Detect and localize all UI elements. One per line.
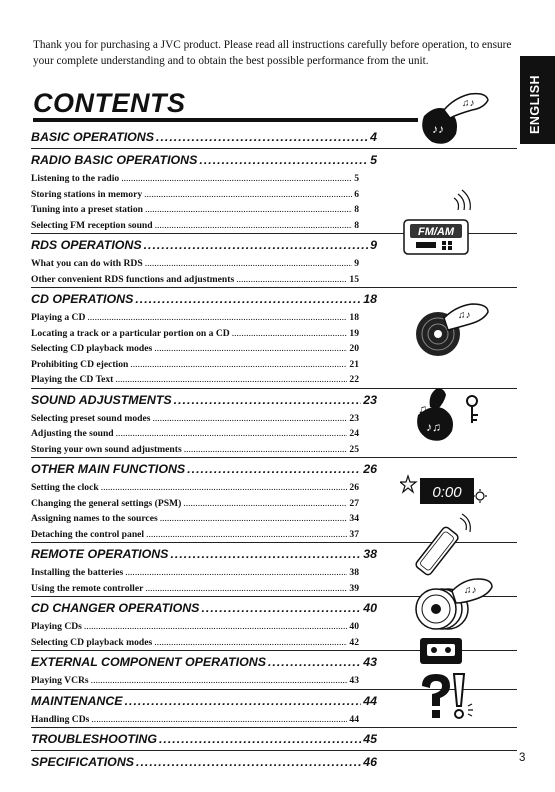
toc-item[interactable]: [31, 565, 359, 581]
clock-display-icon: [400, 472, 490, 512]
leader-dots: [145, 256, 353, 272]
toc-item-page: 22: [349, 374, 359, 385]
leader-dots: [145, 202, 352, 218]
toc-item[interactable]: [31, 581, 359, 597]
section-heading[interactable]: [31, 751, 377, 773]
leader-dots: [101, 480, 348, 496]
cd-changer-icon: [414, 575, 498, 633]
toc-item-page: 26: [349, 482, 359, 493]
toc-item-label: Selecting FM reception sound: [31, 219, 153, 231]
section-heading[interactable]: [31, 389, 377, 411]
fm-am-radio-icon: [400, 180, 480, 262]
section-page: 18: [363, 292, 377, 306]
leader-dots: [144, 187, 352, 203]
toc-item-label: Assigning names to the sources: [31, 513, 158, 524]
section-title: SOUND ADJUSTMENTS: [31, 392, 172, 407]
toc-item-label: Playing a CD: [31, 312, 86, 323]
toc-item[interactable]: [31, 619, 359, 635]
toc-item-page: 18: [349, 312, 359, 323]
leader-dots: [184, 442, 348, 458]
leader-dots: [170, 543, 361, 565]
section-page: 5: [370, 153, 377, 167]
leader-dots: [144, 234, 368, 256]
page-number: 3: [519, 752, 526, 764]
leader-dots: [201, 597, 361, 619]
toc-item-label: Listening to the radio: [31, 173, 120, 184]
section-heading[interactable]: [31, 149, 377, 171]
svg-text:♫♪: ♫♪: [458, 310, 471, 321]
section-heading[interactable]: [31, 651, 377, 673]
toc-item[interactable]: [31, 712, 359, 728]
toc-item-label: Selecting preset sound modes: [31, 412, 151, 424]
section-page: 4: [370, 130, 377, 144]
toc-item-page: 34: [349, 513, 359, 524]
toc-item[interactable]: [31, 426, 359, 442]
toc-item[interactable]: [31, 372, 359, 388]
cassette-icon: [418, 636, 464, 666]
clock-display-value: 0:00: [432, 484, 462, 501]
leader-dots: [154, 341, 347, 357]
section-page: 40: [363, 601, 377, 615]
toc-item[interactable]: [31, 527, 359, 543]
cd-disc-icon: [414, 300, 494, 360]
toc-item-page: 37: [349, 528, 359, 540]
section-title: SPECIFICATIONS: [31, 755, 135, 769]
toc-item[interactable]: [31, 326, 359, 342]
leader-dots: [146, 527, 347, 543]
toc-item-label: Installing the batteries: [31, 567, 124, 578]
toc-item-label: Other convenient RDS functions and adjustments: [31, 273, 235, 285]
toc-item-page: 39: [349, 582, 359, 594]
leader-dots: [183, 496, 347, 512]
leader-dots: [156, 126, 368, 148]
toc-item[interactable]: [31, 202, 359, 218]
toc-item-page: 5: [354, 173, 359, 184]
toc-item[interactable]: [31, 496, 359, 512]
leader-dots: [145, 581, 347, 597]
toc-item-label: Selecting CD playback modes: [31, 636, 153, 648]
leader-dots: [154, 635, 347, 651]
toc-item-page: 25: [349, 443, 359, 455]
toc-item-label: Tuning into a preset station: [31, 204, 143, 215]
leader-dots: [130, 357, 347, 373]
leader-dots: [268, 651, 361, 673]
toc-item-page: 20: [349, 343, 359, 354]
toc-item[interactable]: [31, 272, 359, 288]
music-bag-icon: [414, 88, 498, 150]
toc-item[interactable]: [31, 357, 359, 373]
sound-bag-key-icon: [414, 383, 494, 445]
toc-item-page: 27: [349, 497, 359, 509]
toc-item-page: 40: [349, 621, 359, 632]
section-title: REMOTE OPERATIONS: [31, 547, 169, 561]
toc-item[interactable]: [31, 511, 359, 527]
leader-dots: [135, 288, 361, 310]
leader-dots: [199, 149, 368, 171]
language-tab-label: ENGLISH: [528, 74, 542, 134]
toc-section: [31, 750, 517, 773]
section-page: 46: [363, 755, 377, 769]
leader-dots: [91, 712, 347, 728]
section-page: 43: [363, 655, 377, 669]
toc-item[interactable]: [31, 635, 359, 651]
fm-am-label: FM/AM: [417, 226, 455, 238]
leader-dots: [87, 310, 347, 326]
toc-item-label: Playing the CD Text: [31, 374, 114, 385]
leader-dots: [152, 411, 347, 427]
toc-item[interactable]: [31, 442, 359, 458]
section-page: 45: [363, 732, 377, 746]
toc-item[interactable]: [31, 341, 359, 357]
section-title: OTHER MAIN FUNCTIONS: [31, 462, 186, 476]
title-rule: [33, 118, 418, 122]
leader-dots: [155, 218, 353, 234]
leader-dots: [187, 458, 361, 480]
toc-item-page: 9: [354, 258, 359, 269]
toc-item-label: Handling CDs: [31, 713, 90, 725]
leader-dots: [91, 673, 348, 689]
section-heading[interactable]: [31, 728, 377, 750]
section-heading[interactable]: [31, 288, 377, 310]
toc-item[interactable]: [31, 411, 359, 427]
page-title: CONTENTS: [33, 88, 186, 118]
section-title: EXTERNAL COMPONENT OPERATIONS: [31, 655, 266, 669]
section-title: RADIO BASIC OPERATIONS: [31, 153, 198, 167]
toc-item-page: 15: [349, 273, 359, 285]
section-page: 44: [363, 693, 377, 708]
svg-text:♫♪: ♫♪: [462, 98, 475, 109]
toc-item-page: 19: [349, 327, 359, 339]
leader-dots: [232, 326, 348, 342]
toc-item-label: Adjusting the sound: [31, 428, 114, 439]
toc-item-page: 38: [349, 567, 359, 578]
toc-item-page: 24: [349, 428, 359, 439]
leader-dots: [125, 565, 347, 581]
section-title: MAINTENANCE: [31, 693, 123, 708]
toc-section: [31, 727, 517, 750]
section-page: 23: [363, 392, 377, 407]
toc-item[interactable]: [31, 673, 359, 689]
toc-item-label: Prohibiting CD ejection: [31, 358, 129, 370]
toc-item[interactable]: [31, 480, 359, 496]
svg-text:♫♪: ♫♪: [464, 585, 477, 596]
leader-dots: [236, 272, 347, 288]
section-heading[interactable]: [31, 597, 377, 619]
toc-item[interactable]: [31, 187, 359, 203]
section-title: TROUBLESHOOTING: [31, 732, 157, 746]
toc-item[interactable]: [31, 310, 359, 326]
toc-item-label: Detaching the control panel: [31, 528, 145, 540]
toc-item[interactable]: [31, 171, 359, 187]
section-page: 9: [370, 238, 377, 252]
leader-dots: [115, 372, 347, 388]
section-heading[interactable]: [31, 126, 377, 148]
toc-item-label: Storing stations in memory: [31, 188, 143, 200]
leader-dots: [174, 389, 362, 411]
toc-item-label: Locating a track or a particular portion on a CD: [31, 327, 230, 339]
toc-item-label: What you can do with RDS: [31, 258, 143, 269]
toc-item-label: Setting the clock: [31, 482, 99, 493]
toc-item-label: Playing VCRs: [31, 675, 89, 686]
svg-text:♫: ♫: [418, 402, 427, 416]
toc-item-page: 8: [354, 204, 359, 215]
svg-text:♪♪: ♪♪: [432, 122, 444, 136]
leader-dots: [121, 171, 352, 187]
leader-dots: [136, 751, 361, 773]
toc-item[interactable]: [31, 218, 359, 234]
toc-item-page: 44: [349, 713, 359, 725]
leader-dots: [84, 619, 348, 635]
section-title: RDS OPERATIONS: [31, 238, 142, 252]
section-title: BASIC OPERATIONS: [31, 130, 154, 144]
leader-dots: [160, 511, 348, 527]
intro-text: Thank you for purchasing a JVC product. Please read all instructions carefully before operation, to ensure your complete understanding and to obtain the best possible performance from the unit.: [33, 39, 512, 67]
toc-item-label: Playing CDs: [31, 621, 82, 632]
section-heading[interactable]: [31, 543, 377, 565]
toc-item-page: 21: [349, 358, 359, 370]
remote-controller-icon: [414, 512, 484, 576]
toc-item-page: 43: [349, 675, 359, 686]
leader-dots: [159, 728, 361, 750]
question-exclamation-icon: [414, 672, 484, 724]
toc-item[interactable]: [31, 256, 359, 272]
toc-item-label: Changing the general settings (PSM): [31, 497, 182, 509]
section-title: CD OPERATIONS: [31, 292, 134, 306]
toc-item-label: Using the remote controller: [31, 582, 144, 594]
toc-item-page: 6: [354, 188, 359, 200]
section-heading[interactable]: [31, 458, 377, 480]
toc-item-page: 8: [354, 219, 359, 231]
section-title: CD CHANGER OPERATIONS: [31, 601, 200, 615]
section-page: 38: [363, 547, 377, 561]
toc-item-label: Selecting CD playback modes: [31, 343, 153, 354]
section-heading[interactable]: [31, 234, 377, 256]
toc-item-page: 42: [349, 636, 359, 648]
language-tab: [520, 56, 555, 144]
leader-dots: [125, 690, 362, 712]
leader-dots: [116, 426, 348, 442]
section-page: 26: [363, 462, 377, 476]
toc-item-page: 23: [349, 412, 359, 424]
section-heading[interactable]: [31, 690, 377, 712]
toc-item-label: Storing your own sound adjustments: [31, 443, 182, 455]
svg-text:♪♫: ♪♫: [426, 420, 441, 434]
